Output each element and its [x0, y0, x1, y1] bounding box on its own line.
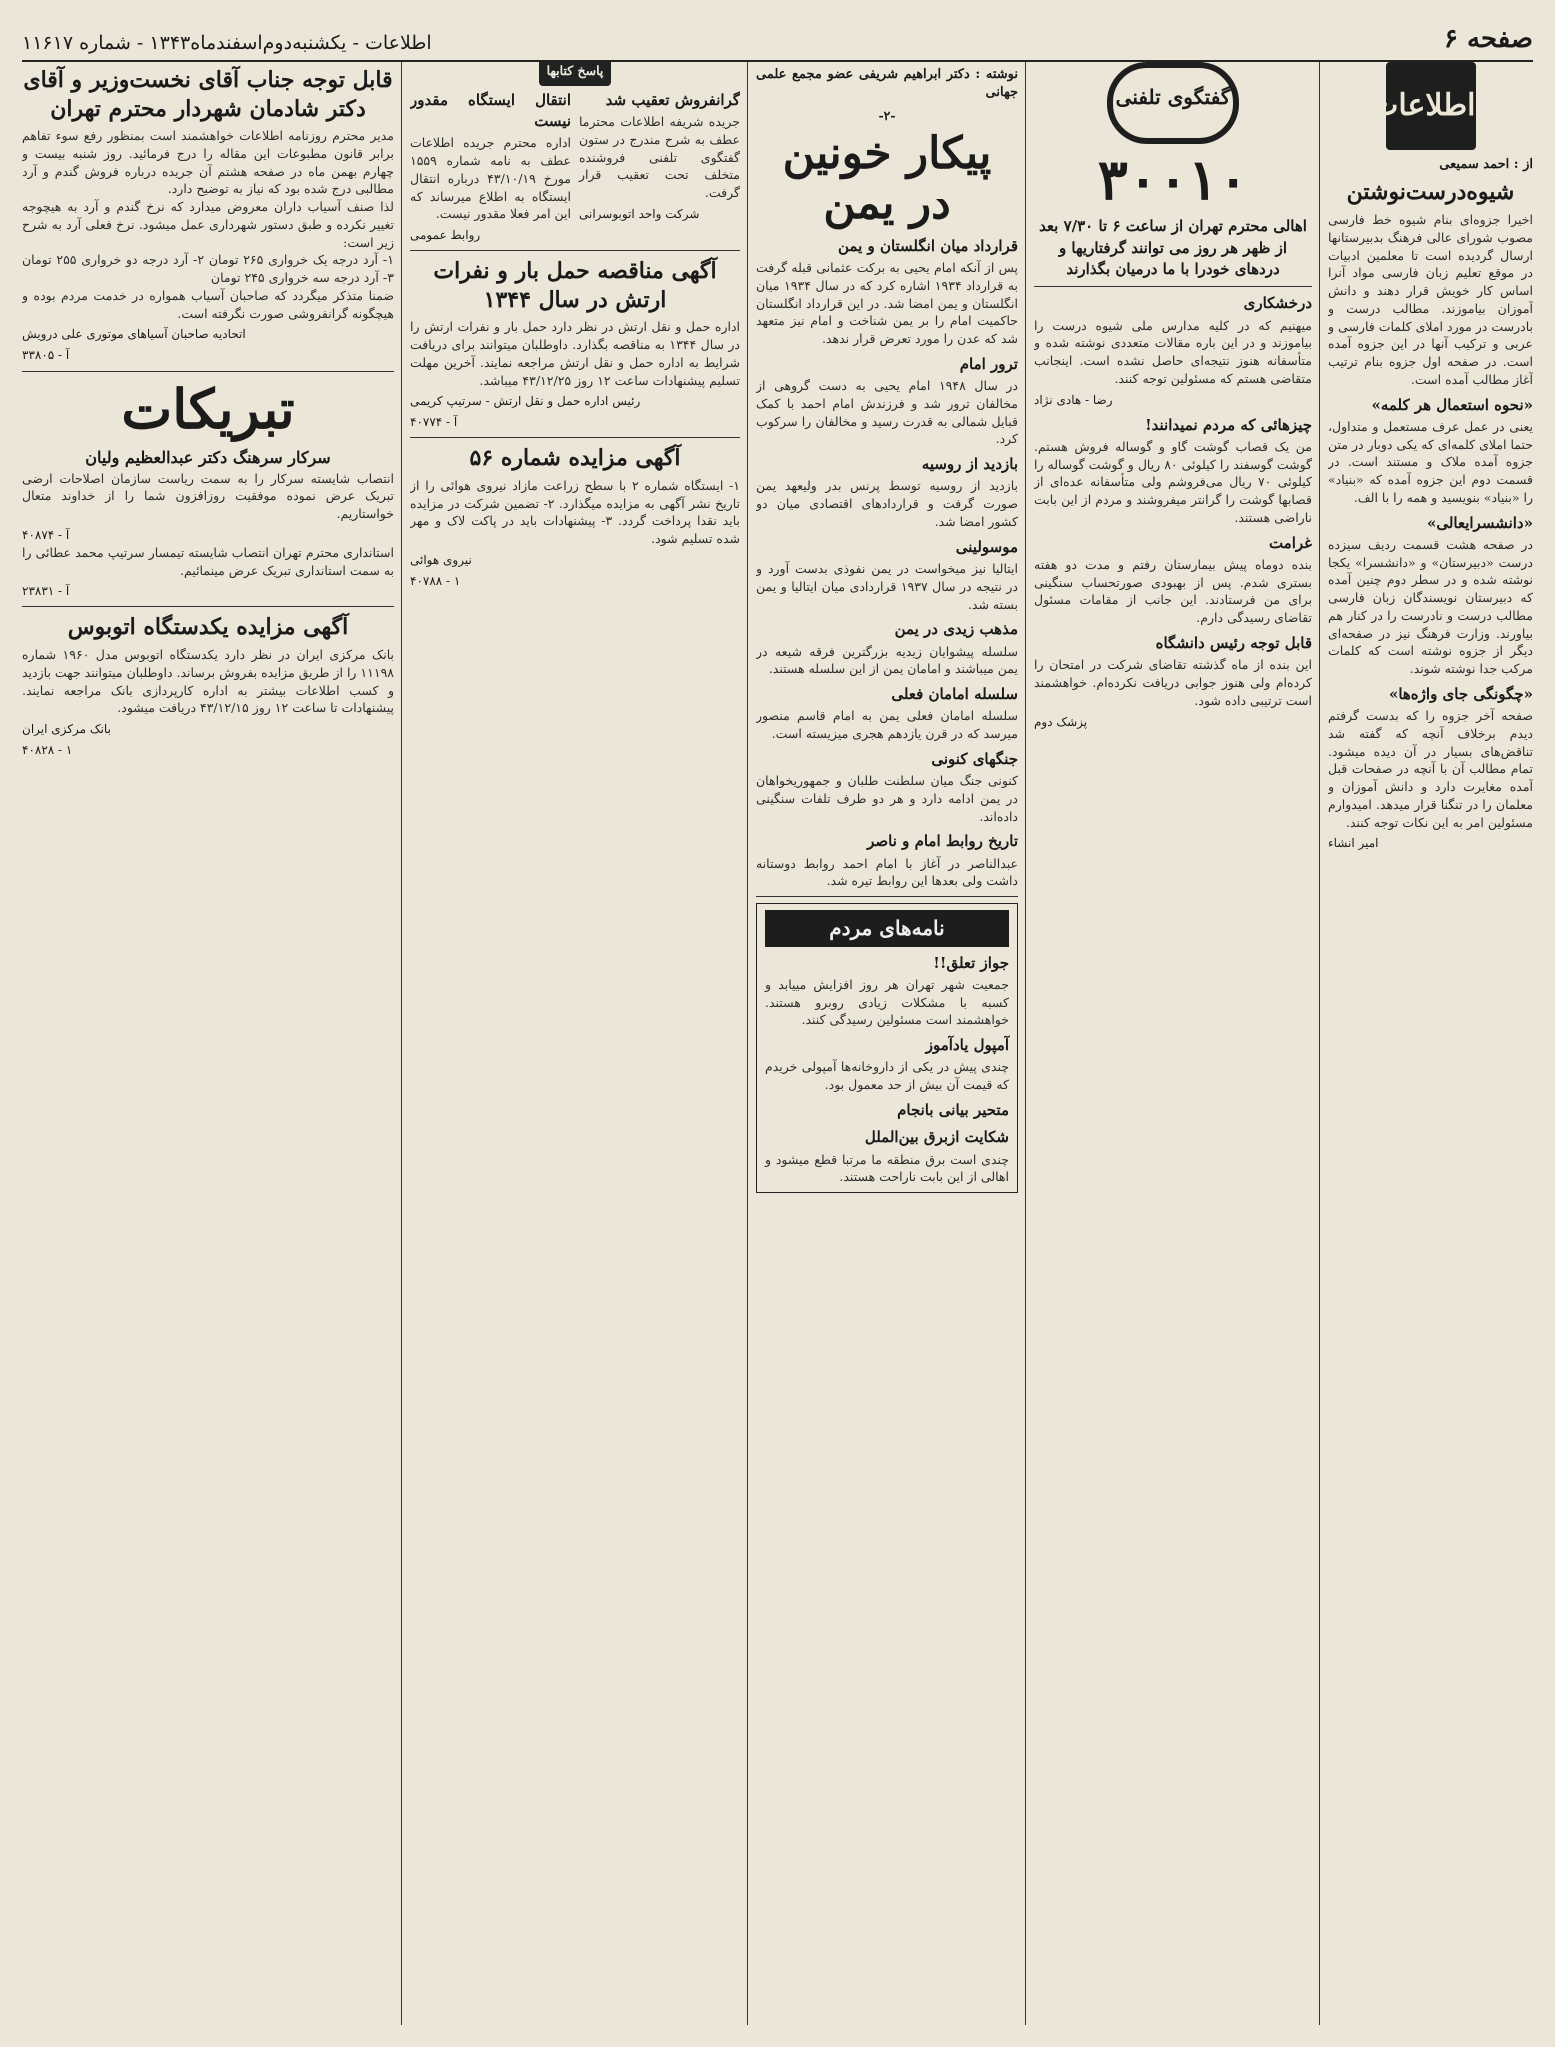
- signature: رضا - هادی نژاد: [1034, 392, 1113, 407]
- section-body: من یک قصاب گوشت گاو و گوساله فروش هستم. گوشت گوسفند را کیلوئی ۸۰ ریال و گوشت گوساله را کیلوئی ۷۰ ریال می‌فروشم ولی متأسفانه عده‌ای از قصابها گوشت را گرانتر میفروشند و مردم از این بابت ناراضی هستند.: [1034, 438, 1312, 525]
- article-body: یعنی در عمل عرف مستعمل و متداول، حتما املای کلمه‌ای که یکی دوبار در متن جزوه آمده ملاک و مستند است. در قسمت دوم این جزوه آمده که «بنیاد» را «بنیاد» بنویسید و همه را با الف.: [1328, 418, 1533, 505]
- article-subhead: بازدید از روسیه: [921, 455, 1018, 474]
- ad-code: ۱ - ۴۰۸۲۸: [22, 743, 73, 758]
- signature: روابط عمومی: [410, 228, 481, 243]
- article-body: در صفحه هشت قسمت ردیف سیزده درست «دبیرستان» و «دانشسرا» یکجا نوشته شده و در سطر دوم چنین آمده که دبیرستان نویسندگان زبان فارسی مطالب درست و نادرست را در کنار هم بیاورند. وزارت فرهنگ نیز در صفحه‌ای دیگر از جزوه نوشته است که کلمات مرکب جدا نوشته شوند.: [1328, 536, 1533, 677]
- article-subhead: موسولینی: [955, 537, 1018, 556]
- ad-signature: بانک مرکزی ایران: [22, 722, 111, 737]
- open-letter-body: مدیر محترم روزنامه اطلاعات خواهشمند است بمنظور رفع سوء تفاهم برابر قانون مطبوعات این مقاله را درج فرمائید. روز شنبه بیست و چهارم بهمن ماه در صفحه هشتم آن جریده درباره فروش گندم و آرد مطالبی درج شده بود که نیاز به توضیح دارد.: [22, 128, 394, 197]
- column-writing-style: [1328, 62, 1533, 2025]
- ad-signature: رئیس اداره حمل و نقل ارتش - سرتیپ کریمی: [410, 394, 641, 409]
- issue-line: اطلاعات - یکشنبه‌دوم‌اسفندماه۱۳۴۳ - شماره ۱۱۶۱۷: [22, 32, 432, 54]
- notice-heading: گرانفروش تعقیب شد: [605, 90, 740, 109]
- notice-body: اداره محترم جریده اطلاعات عطف به نامه شماره ۱۵۵۹ مورخ ۴۳/۱۰/۱۹ درباره انتقال ایستگاه به اطلاع میرساند که این امر فعلا مقدور نیست.: [410, 135, 571, 222]
- letters-box: [756, 903, 1018, 1193]
- books-answer-banner: پاسخ کتابها: [539, 62, 612, 86]
- column-mills: [22, 62, 394, 2025]
- open-letter-prices: ۱- آرد درجه یک خرواری ۲۶۵ تومان ۲- آرد درجه دو خرواری ۲۵۵ تومان ۳- آرد درجه سه خرواری ۲۴۵ تومان: [22, 252, 394, 286]
- ad-title: آگهی مزایده شماره ۵۶: [469, 445, 681, 472]
- article-author: نوشته : دکتر ابراهیم شریفی عضو مجمع علمی جهانی: [756, 67, 1018, 101]
- notice-body: جریده شریفه اطلاعات محترما عطف به شرح مندرج در ستون گفتگوی تلفنی فروشنده متخلف تحت تعقیب قرار گرفت.: [579, 114, 740, 201]
- section-body: این بنده از ماه گذشته تقاضای شرکت در امتحان را کرده‌ام ولی هنوز جوابی دریافت نکرده‌ام. خواهشمند است ترتیبی داده شود.: [1034, 657, 1312, 708]
- letter-heading: شکایت ازبرق بین‌الملل: [864, 1128, 1009, 1147]
- section-heading: غرامت: [1268, 533, 1312, 552]
- letter-heading: آمپول یادآموز: [925, 1036, 1009, 1055]
- open-letter-title: قابل توجه جناب آقای نخست‌وزیر و آقای دکتر شادمان شهردار محترم تهران: [23, 67, 393, 122]
- article-body: پس از آنکه امام یحیی به برکت عثمانی قبله گرفت به قرارداد ۱۹۳۴ اشاره کرد که در سال ۱۹۳۴ میان انگلستان و یمن امضا شد. در این قرارداد انگلستان حاکمیت امام را بر یمن شناخت و امام نیز متعهد شد که عدن را مورد تعرض قرار ندهد.: [756, 260, 1018, 347]
- congratulations-body: انتصاب شایسته سرکار را به سمت ریاست سازمان اصلاحات ارضی تبریک عرض نموده موفقیت روزافزون شما را از خداوند متعال خواستاریم.: [22, 470, 394, 522]
- article-subhead: جنگهای کنونی: [931, 749, 1018, 768]
- article-subhead: «دانشسرایعالی»: [1426, 513, 1533, 532]
- ad-code: آ - ۲۳۸۳۱: [22, 584, 70, 599]
- ad-signature: نیروی هوائی: [410, 552, 472, 567]
- ad-body: بانک مرکزی ایران در نظر دارد یکدستگاه اتوبوس مدل ۱۹۶۰ شماره ۱۱۱۹۸ را از طریق مزایده بفروش برساند. داوطلبان میتوانند جهت بازدید و کسب اطلاعات بیشتر به اداره کارپردازی بانک مراجعه نمایند. پیشنهادات تا ساعت ۱۲ روز ۴۳/۱۲/۱۵ دریافت میشود.: [22, 647, 394, 716]
- article-body: سلسله امامان فعلی یمن به امام قاسم منصور میرسد که در قرن یازدهم هجری میزیسته است.: [756, 708, 1018, 742]
- letter-body: جمعیت شهر تهران هر روز افزایش مییابد و کسبه با مشکلات زیادی روبرو هستند. خواهشمند است مسئولین رسیدگی کنند.: [765, 976, 1009, 1028]
- ad-code: ۱ - ۴۰۷۸۸: [410, 574, 461, 588]
- signature: اتحادیه صاحبان آسیاهای موتوری علی درویش: [22, 327, 246, 342]
- ad-code: آ - ۴۰۷۷۴: [410, 415, 458, 430]
- article-body: عبدالناصر در آغاز با امام احمد روابط دوستانه داشت ولی بعدها این روابط تیره شد.: [756, 855, 1018, 889]
- congratulations-heading: تبریکات: [121, 376, 295, 441]
- article-subhead: ترور امام: [959, 354, 1018, 373]
- letter-heading: جواز تعلق!!: [933, 953, 1009, 972]
- article-subhead: مذهب زیدی در یمن: [894, 620, 1018, 639]
- article-body: اخیرا جزوه‌ای بنام شیوه خط فارسی مصوب شورای عالی فرهنگ بدبیرستانها ارسال گردیده است تا معلمین ادبیات در موقع تعلیم زبان فارسی مواد آنرا اساس کار خویش قرار دهند و دانش آموزان بیاموزند. مطالب درست و بادرست در مورد املای کلمات فارسی و عربی و ترکیب آنها در این جزوه آمده است. در صفحه اول جزوه بنام ترتیب آغاز مطالب آمده است.: [1328, 212, 1533, 387]
- open-letter-body: لذا صنف آسیاب داران معروض میدارد که نرخ گندم و آرد به هیچوجه تغییر نکرده و طبق دستور شهرداری عمل میشود. نرخ فعلی آرد به شرح زیر است:: [22, 199, 394, 250]
- phone-talk-lede: اهالی محترم تهران از ساعت ۶ تا ۷/۳۰ بعد از ظهر هر روز می توانند گرفتاریها و دردهای خودرا با ما درمیان بگذارند: [1039, 217, 1307, 278]
- column-phone-talk: [1034, 62, 1312, 2025]
- column-divider: [1319, 62, 1320, 2025]
- signature: پزشک دوم: [1034, 714, 1088, 729]
- section-body: میهنیم که در کلیه مدارس ملی شیوه درست را بیاموزند و در این باره مقالات متعددی نوشته شده و متأسفانه هنوز نتیجه‌ای حاصل نشده است. اینجانب متقاضی هستم که مسئولین توجه کنند.: [1034, 317, 1312, 386]
- notice-heading: انتقال ایستگاه مقدور نیست: [410, 90, 571, 131]
- article-body: ایتالیا نیز میخواست در یمن نفوذی بدست آورد و در نتیجه در سال ۱۹۳۷ قراردادی میان ایتالیا و یمن بسته شد.: [756, 561, 1018, 612]
- ad-title: آگهی مزایده یکدستگاه اتوبوس: [67, 614, 349, 641]
- ad-title: آگهی مناقصه حمل بار و نفرات ارتش در سال ۱۳۴۴: [433, 258, 717, 313]
- section-heading: چیزهائی که مردم نمیدانند!: [1145, 415, 1312, 434]
- open-letter-body: ضمنا متذکر میگردد که صاحبان آسیاب همواره در خدمت مردم بوده و هیچگونه گرانفروشی صورت نگرفته است.: [22, 287, 394, 321]
- phone-talk-logo: گفتگوی تلفنی: [1107, 62, 1239, 144]
- letter-body: چندی پیش در یکی از داروخانه‌ها آمپولی خریدم که قیمت آن بیش از حد معمول بود.: [765, 1059, 1009, 1093]
- phone-number-headline: ۳۰۰۱۰: [1097, 147, 1249, 213]
- ad-body: اداره حمل و نقل ارتش در نظر دارد حمل بار و نفرات ارتش را در سال ۱۳۴۴ به مناقصه بگذارد. داوطلبان میتوانند برای دریافت شرایط به اداره حمل و نقل ارتش مراجعه نمایند. آخرین مهلت تسلیم پیشنهادات ساعت ۱۲ روز ۴۳/۱۲/۲۵ میباشد.: [410, 319, 740, 388]
- article-subhead: «نحوه استعمال هر کلمه»: [1371, 395, 1533, 414]
- article-body: کنونی جنگ میان سلطنت طلبان و جمهوریخواهان در یمن ادامه دارد و هر دو طرف تلفات سنگینی داده‌اند.: [756, 773, 1018, 824]
- section-heading: درخشکاری: [1243, 294, 1312, 313]
- column-divider: [401, 62, 402, 2025]
- ad-code: آ - ۴۰۸۷۴: [22, 527, 70, 542]
- article-body: بازدید از روسیه توسط پرنس بدر ولیعهد یمن صورت گرفت و قراردادهای اقتصادی میان دو کشور امضا شد.: [756, 478, 1018, 529]
- congratulations-body: استانداری محترم تهران انتصاب شایسته تیمسار سرتیپ محمد عطائی را به سمت استانداری تبریک عرض مینمائیم.: [22, 544, 394, 578]
- article-title: پیکار خونین در یمن: [782, 127, 992, 230]
- congratulations-name: سرکار سرهنگ دکتر عبدالعظیم ولیان: [85, 447, 331, 467]
- article-subhead: «چگونگی جای واژه‌ها»: [1388, 684, 1533, 703]
- article-subhead: قرارداد میان انگلستان و یمن: [837, 236, 1018, 255]
- column-yemen: [756, 62, 1018, 2025]
- page-number: صفحه ۶: [1444, 24, 1533, 54]
- article-author: از : احمد سمیعی: [1439, 157, 1533, 172]
- section-heading: قابل توجه رئیس دانشگاه: [1155, 633, 1312, 652]
- column-divider: [1025, 62, 1026, 2025]
- signature: شرکت واحد اتوبوسرانی: [579, 206, 700, 221]
- letter-heading: متحیر بیانی بانجام: [897, 1100, 1009, 1119]
- ad-code: آ - ۳۳۸۰۵: [22, 348, 70, 363]
- article-subhead: سلسله امامان فعلی: [891, 685, 1018, 704]
- article-body: صفحه آخر جزوه را که بدست گرفتم دیدم برخلاف آنچه که گفته شد تناقض‌های بسیار در آن دیده میشود. تمام مطالب آن با آنچه در صفحات قبل آمده مغایرت دارد و دانش آموزان و معلمان را در تنگنا قرار میدهد. امیدوارم مسئولین امر به این نکات توجه کنند.: [1328, 708, 1533, 830]
- column-ads-army: [410, 62, 740, 2025]
- masthead: [22, 18, 1533, 62]
- article-subhead: تاریخ روابط امام و ناصر: [867, 832, 1018, 851]
- ettela-logo: اطلاعات: [1386, 62, 1476, 150]
- article-body: در سال ۱۹۴۸ امام یحیی به دست گروهی از مخالفان ترور شد و فرزندش امام احمد با کمک قبایل شمالی به قدرت رسید و مخالفان را سرکوب کرد.: [756, 378, 1018, 447]
- article-title: شیوه‌درست‌نوشتن: [1346, 179, 1515, 206]
- letter-body: چندی است برق منطقه ما مرتبا قطع میشود و اهالی از این بابت ناراحت هستند.: [765, 1151, 1009, 1185]
- article-byline: امیر انشاء: [1328, 836, 1379, 851]
- column-divider: [747, 62, 748, 2025]
- article-part: -۲-: [878, 107, 896, 123]
- section-body: بنده دوماه پیش بیمارستان رفتم و مدت دو هفته بستری شدم. پس از بهبودی صورتحساب سنگینی برای من فرستادند. این جانب از مقامات مسئول تقاضای رسیدگی دارم.: [1034, 556, 1312, 626]
- letters-box-title: نامه‌های مردم: [765, 910, 1009, 946]
- ad-body: ۱- ایستگاه شماره ۲ با سطح زراعت مازاد نیروی هوائی را از تاریخ نشر آگهی به مزایده میگذارد. ۲- تضمین شرکت در مزایده باید نقدا پرداخت گردد. ۳- پیشنهادات باید در پاکت لاک و مهر شده تسلیم شود.: [410, 477, 740, 547]
- article-body: سلسله پیشوایان زیدیه بزرگترین فرقه شیعه در یمن میباشند و امامان یمن از این سلسله هستند.: [756, 643, 1018, 677]
